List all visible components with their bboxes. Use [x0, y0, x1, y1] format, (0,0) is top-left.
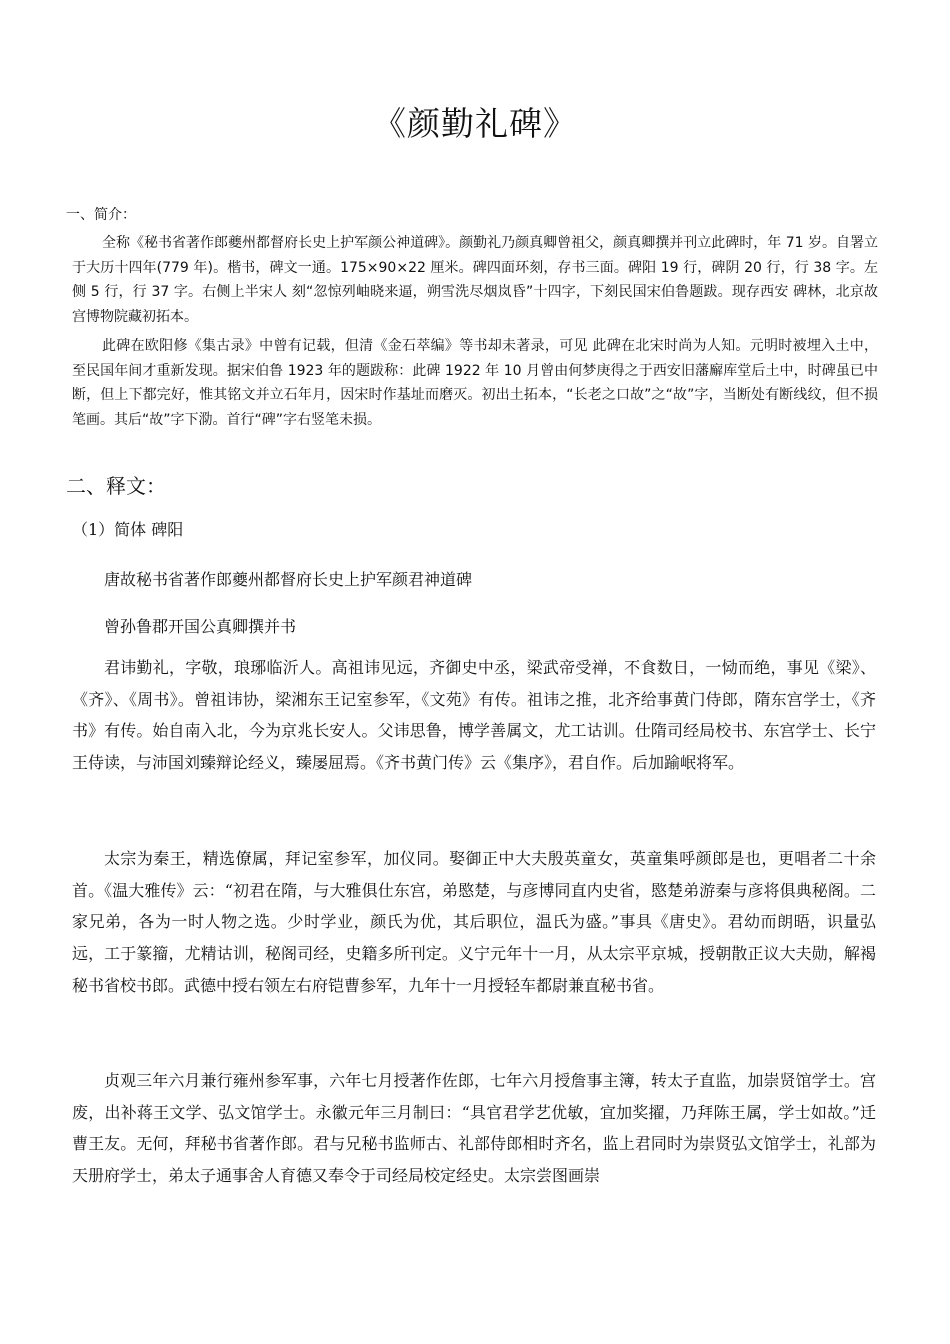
section-heading-transcription: 二、释文：: [66, 474, 166, 498]
intro-paragraph-1-text: 全称《秘书省著作郎夔州都督府长史上护军颜公神道碑》。颜勤礼乃颜真卿曾祖父，颜真卿撰并刊立此碑时，年 71 岁。自署立于大历十四年(779 年)。楷书，碑文一通。175×90×22 厘米。碑四面环刻，存书三面。碑阳 19 行，碑阴 20 行，行 38 字。左侧 5 行，行 37 字。右侧上半宋人 刻“忽惊列岫晓来逼，朔雪洗尽烟岚昏”十四字，下刻民国宋伯鲁题跋。现存西安 碑林，北京故宫博物院藏初拓本。: [72, 235, 878, 325]
inscription-title-line: 唐故秘书省著作郎夔州都督府长史上护军颜君神道碑: [104, 570, 473, 589]
section-heading-intro: 一、简介：: [66, 207, 136, 223]
author-line: 曾孙鲁郡开国公真卿撰并书: [104, 617, 297, 636]
document-title: 《颜勤礼碑》: [373, 104, 577, 143]
intro-paragraph-1: [72, 231, 878, 329]
transcription-paragraph-1: 君讳勤礼，字敬，琅琊临沂人。高祖讳见远，齐御史中丞，梁武帝受禅，不食数日，一恸而绝，事见《梁》、《齐》、《周书》。曾祖讳协，梁湘东王记室参军，《文苑》有传。祖讳之推，北齐给事黄门侍郎，隋东宫学士，《齐书》有传。始自南入北，今为京兆长安人。父讳思鲁，博学善属文，尤工诂训。仕隋司经局校书、东宫学士、长宁王侍读，与沛国刘臻辩论经义，臻屡屈焉。《齐书黄门传》云《集序》，君自作。后加踰岷将军。: [72, 658, 876, 773]
intro-paragraph-2: [72, 334, 878, 432]
transcription-paragraph-3: 贞观三年六月兼行雍州参军事，六年七月授著作佐郎，七年六月授詹事主簿，转太子直监，加崇贤馆学士。宫废，出补蒋王文学、弘文馆学士。永徽元年三月制曰：“具官君学艺优敏，宜加奖擢，乃拜陈王属，学士如故。”迁曹王友。无何，拜秘书省著作郎。君与兄秘书监师古、礼部侍郎相时齐名，监上君同时为崇贤弘文馆学士，礼部为天册府学士，弟太子通事舍人育德又奉令于司经局校定经史。太宗尝图画崇: [72, 1071, 876, 1186]
transcription-paragraph-2: 太宗为秦王，精选僚属，拜记室参军，加仪同。娶御正中大夫殷英童女，英童集呼颜郎是也，更唱者二十余首。《温大雅传》云：“初君在隋，与大雅俱仕东宫，弟愍楚，与彦博同直内史省，愍楚弟游秦与彦将俱典秘阁。二家兄弟，各为一时人物之选。少时学业，颜氏为优，其后职位，温氏为盛。”事具《唐史》。君幼而朗晤，识量弘远，工于篆籀，尤精诂训，秘阁司经，史籍多所刊定。义宁元年十一月，从太宗平京城，授朝散正议大夫勋，解褐秘书省校书郎。武德中授右领左右府铠曹参军，九年十一月授轻车都尉兼直秘书省。: [72, 849, 876, 995]
subsection-heading: （1）简体 碑阳: [72, 520, 184, 539]
intro-paragraph-2-text: 此碑在欧阳修《集古录》中曾有记载，但清《金石萃编》等书却未著录，可见 此碑在北宋时尚为人知。元明时被埋入土中， 至民国年间才重新发现。据宋伯鲁 1923 年的题跋称：此碑 1922 年 10 月曾由何梦庚得之于西安旧藩廨库堂后土中，时碑虽已中断，但上下都完好，惟其铭文并立石年月，因宋时作基址而磨灭。初出土拓本，“长老之口故”之“故”字，当断处有断线纹，但不损笔画。其后“故”字下泐。首行“碑”字右竖笔未损。: [72, 338, 878, 428]
